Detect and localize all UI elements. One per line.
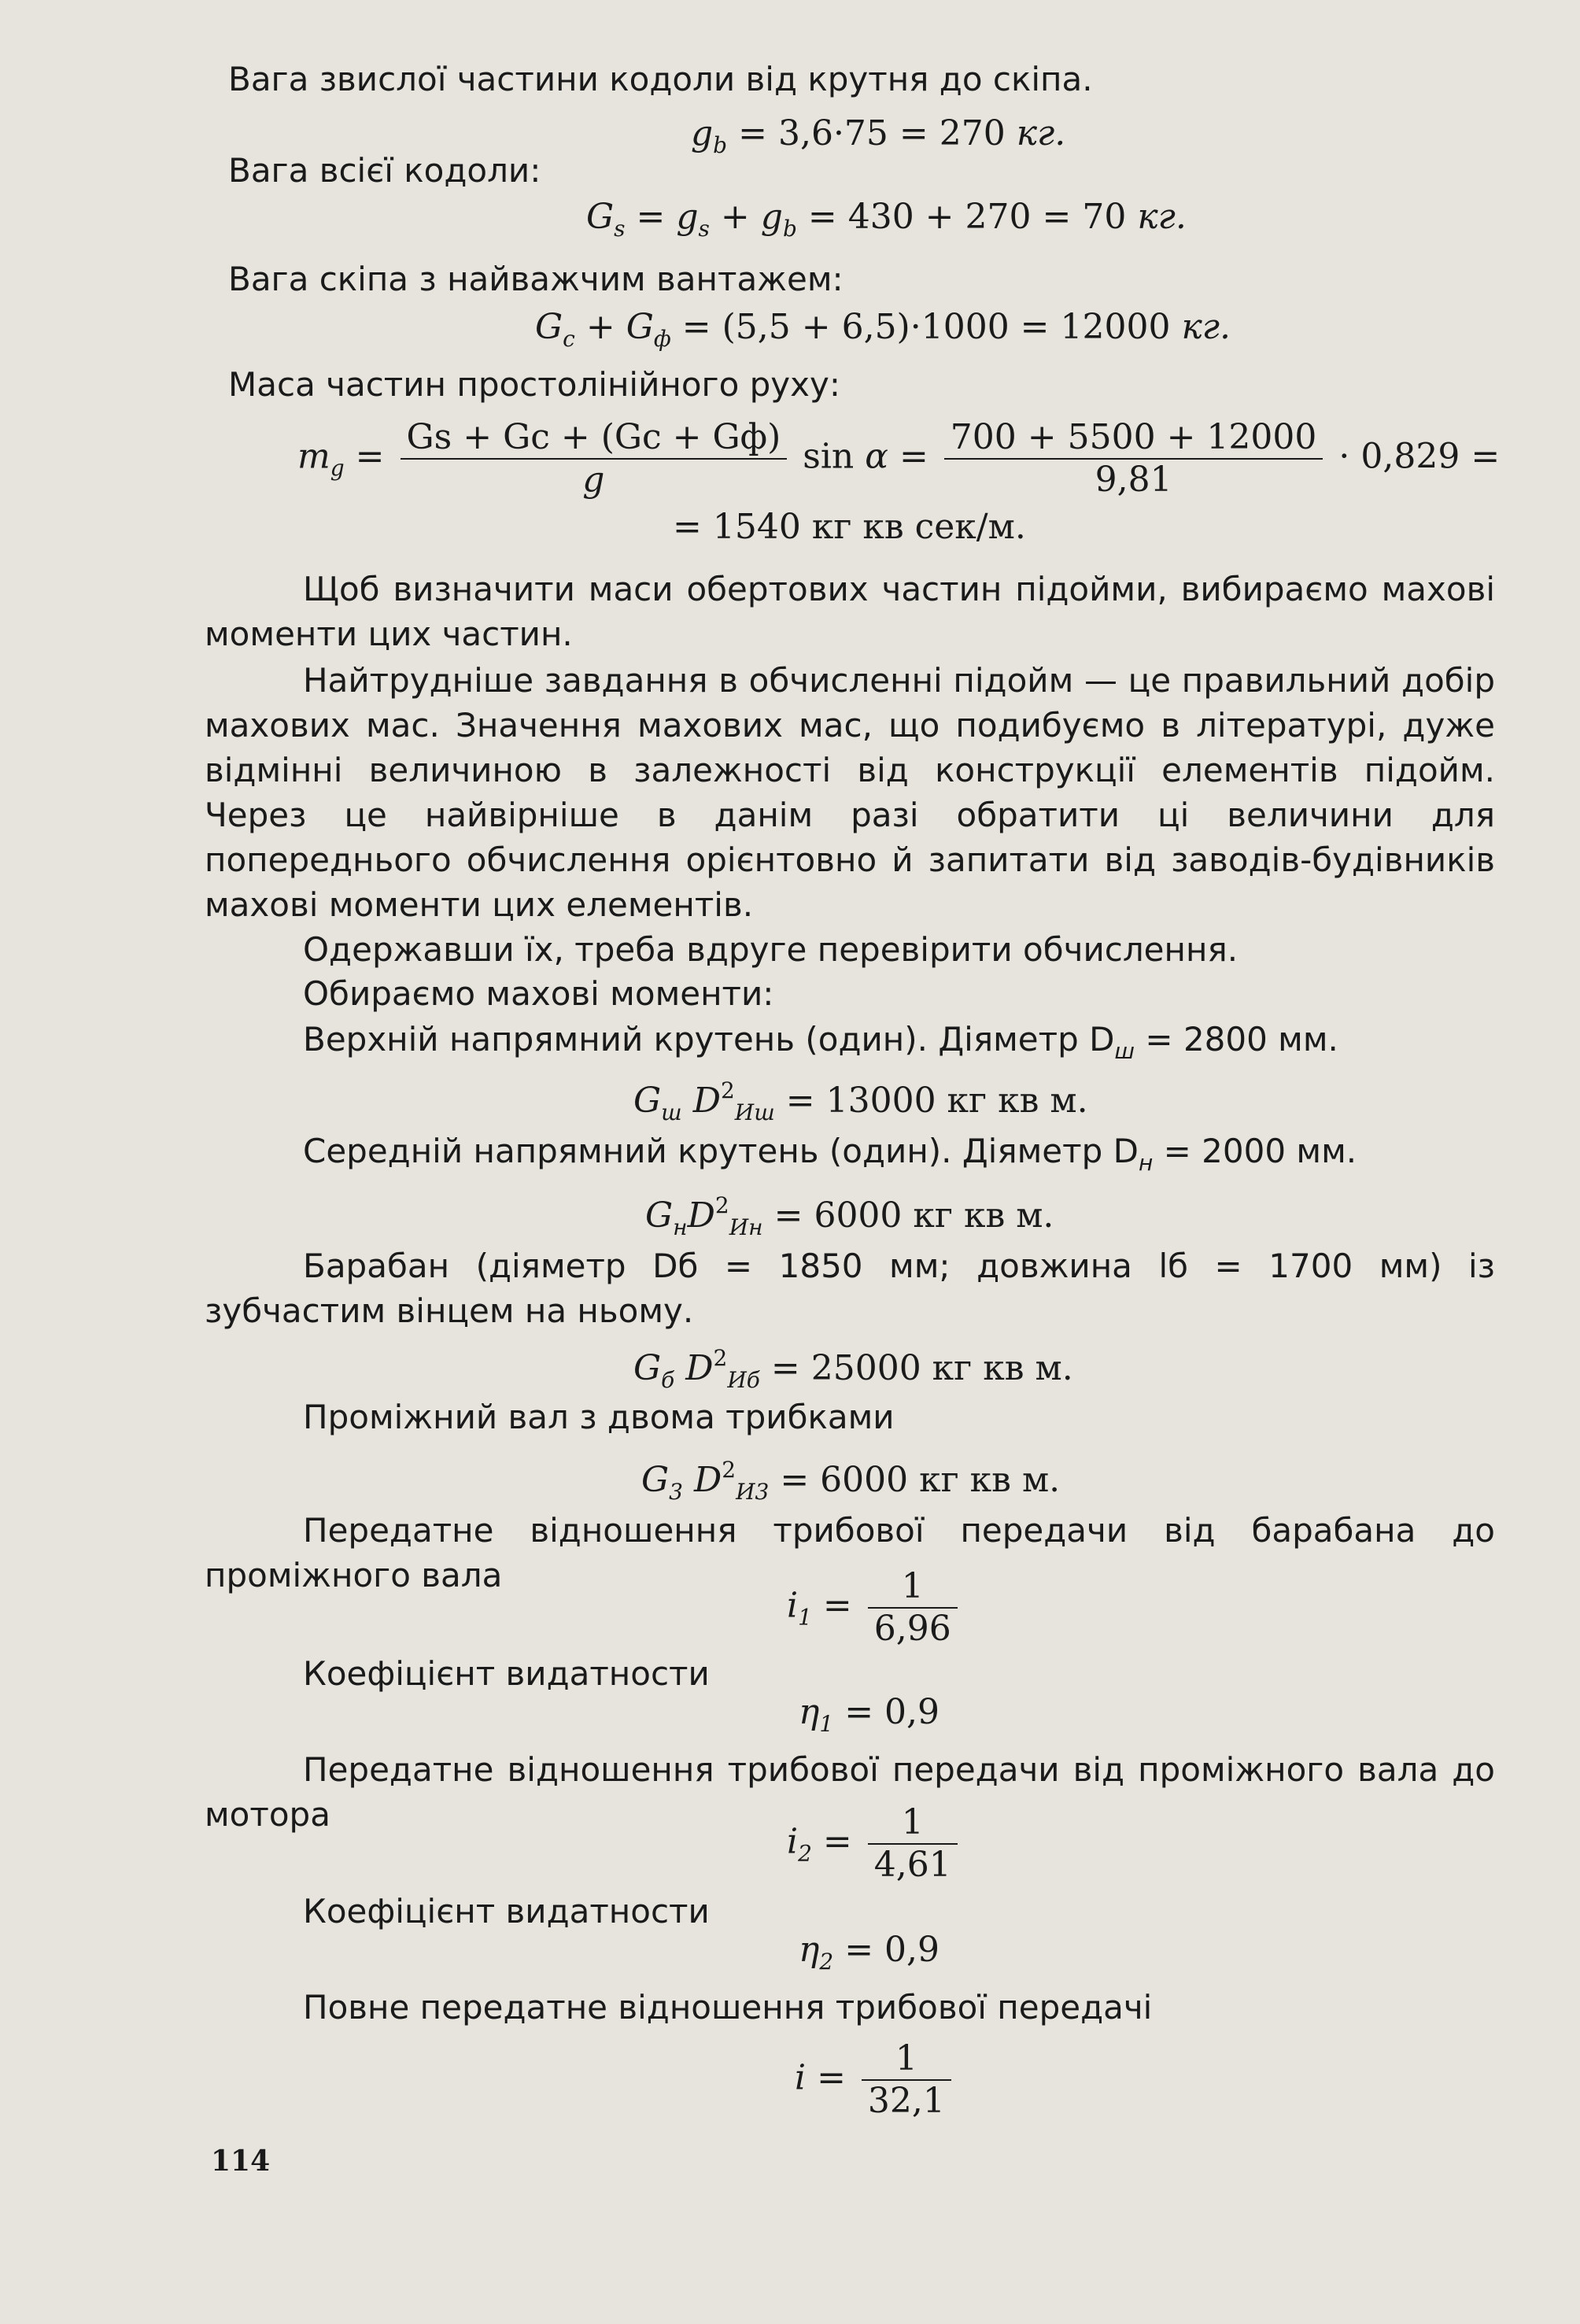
paragraph: Найтрудніше завдання в обчисленні підойм — це правильний добір махових мас. Значення махових мас, що подибуємо в літературі, дуже відмінні величиною в залежності від конструкції елементів підойм. Через це найвірніше в данім разі обратити ці величини для попереднього обчислення орієнтовно й запитати від заводів-будівників махові моменти цих елементів. (205, 661, 1495, 924)
equation-mass: $m_g$ = $\frac{Gs + Gc + (Gc + Gф)}{g}$ sin α = $\frac{700 + 5500 + 12000}{9,81}$ · 0,829 = (297, 417, 1501, 500)
text-line: Маса частин простолінійного руху: (228, 365, 841, 404)
paragraph: Передатне відношення трибової передачи від проміжного вала до мотора (205, 1750, 1495, 1834)
equation-top-pulley: $G_ш$ $D^2_{Иш} = 13000$ кг кв м. (633, 1077, 1088, 1125)
text-line: Вага всієї кодоли: (228, 151, 541, 190)
page-number: 114 (211, 2145, 271, 2178)
paragraph: Одержавши їх, треба вдруге перевірити обчислення. (303, 930, 1239, 969)
equation-shaft: $G_3$ $D^2_{И3} = 6000$ кг кв м. (641, 1457, 1061, 1505)
paragraph: Обираємо махові моменти: (303, 974, 774, 1013)
paragraph: Щоб визначити маси обертових частин підойми, вибираємо махові моменти цих частин. (205, 570, 1495, 653)
text-line: Верхній напрямний крутень (один). Діяметр $D_ш = 2800$ мм. (303, 1020, 1338, 1064)
text-line: Коефіцієнт видатности (303, 1892, 710, 1931)
text-line: Середній напрямний крутень (один). Діяметр $D_н = 2000$ мм. (303, 1132, 1357, 1176)
equation-mid-pulley: $G_нD^2_{Ин} = 6000$ кг кв м. (645, 1192, 1054, 1240)
text-line: Коефіцієнт видатности (303, 1654, 710, 1693)
equation-eta1: $\eta_1 = 0,9$ (799, 1692, 940, 1737)
equation-drum: $G_б$ $D^2_{Иб} = 25000$ кг кв м. (633, 1345, 1073, 1393)
paragraph: Передатне відношення трибової передачи від барабана до проміжного вала (205, 1511, 1495, 1594)
equation-gs: $G_s = g_s + g_b = 430 + 270 = 70$ кг. (586, 197, 1187, 242)
equation-i1: $i_1$ = $\frac{1}{6,96}$ (787, 1566, 962, 1650)
equation-mass-result: = 1540 кг кв сек/м. (673, 507, 1026, 547)
equation-eta2: $\eta_2 = 0,9$ (799, 1930, 940, 1975)
text-line: Вага звислої частини кодоли від крутня до скіпа. (228, 60, 1093, 98)
equation-i-total: i = $\frac{1}{32,1}$ (795, 2038, 956, 2122)
text-line: Повне передатне відношення трибової передачі (303, 1988, 1153, 2027)
equation-gc: $G_c + G_ф = (5,5 + 6,5)\cdot 1000 = 12000$ кг. (535, 307, 1231, 352)
text-line: Вага скіпа з найважчим вантажем: (228, 260, 844, 298)
equation-i2: $i_2$ = $\frac{1}{4,61}$ (787, 1802, 962, 1886)
text-line: Проміжний вал з двома трибками (303, 1398, 895, 1436)
equation-gb: $g_b = 3,6\cdot 75 = 270$ кг. (691, 113, 1066, 158)
paragraph: Барабан (діяметр Dб = 1850 мм; довжина lб = 1700 мм) із зубчастим вінцем на ньому. (205, 1247, 1495, 1330)
